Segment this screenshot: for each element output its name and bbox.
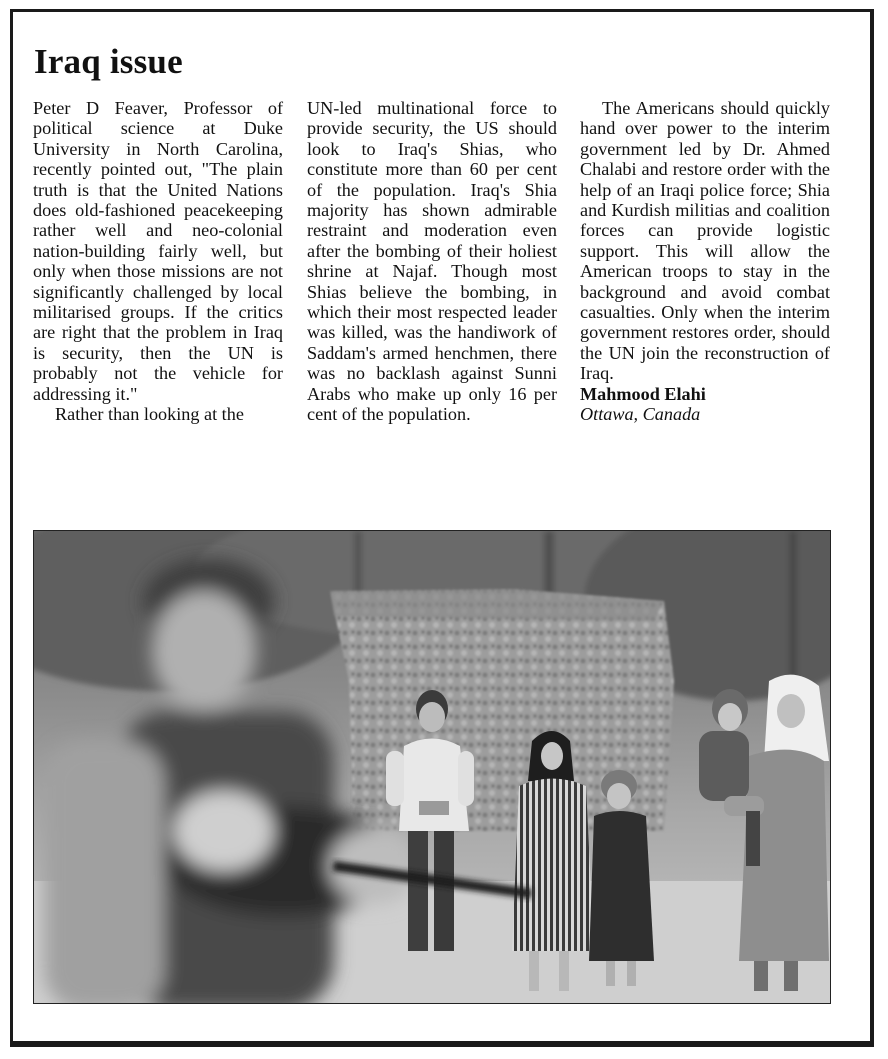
column-1 [33,98,283,425]
signature-place: Ottawa, Canada [580,404,701,425]
paragraph-1: Peter D Feaver, Professor of political science at Duke University in North Carolina, recently pointed out, "The plain truth is that the United Nations does old-fashioned peacekeeping rather well and neo-colonial nation-building fairly well, but only when those missions are not significantly challenged by local militarised groups. If the critics are right that the problem in Iraq is security, then the UN is probably not the vehicle for addressing it." [33,98,283,404]
column-2 [307,98,557,425]
article-title: Iraq issue [34,42,183,81]
paragraph-2: Rather than looking at the [55,404,244,425]
paragraph-3: UN-led multinational force to provide security, the US should look to Iraq's Shias, who constitute more than 60 per cent of the population. Iraq's Shia majority has shown admirable restraint and moderation even after the bombing of their holiest shrine at Najaf. Though most Shias believe the bombing, in which their most respected leader was killed, was the handiwork of Saddam's armed henchmen, there was no backlash against Sunni Arabs who make up only 16 per cent of the population. [307,98,557,425]
signature-name: Mahmood Elahi [580,383,706,404]
photo-illustration [34,531,830,1003]
column-3 [580,98,830,425]
news-photo [33,530,831,1004]
paragraph-4: The Americans should quickly hand over power to the interim government led by Dr. Ahmed Chalabi and restore order with the help of an Iraqi police force; Shia and Kurdish militias and coalition forces can provide logistic support. This will allow the American troops to stay in the background and avoid combat casualties. Only when the interim government restores order, should the UN join the reconstruction of Iraq. [580,98,830,384]
